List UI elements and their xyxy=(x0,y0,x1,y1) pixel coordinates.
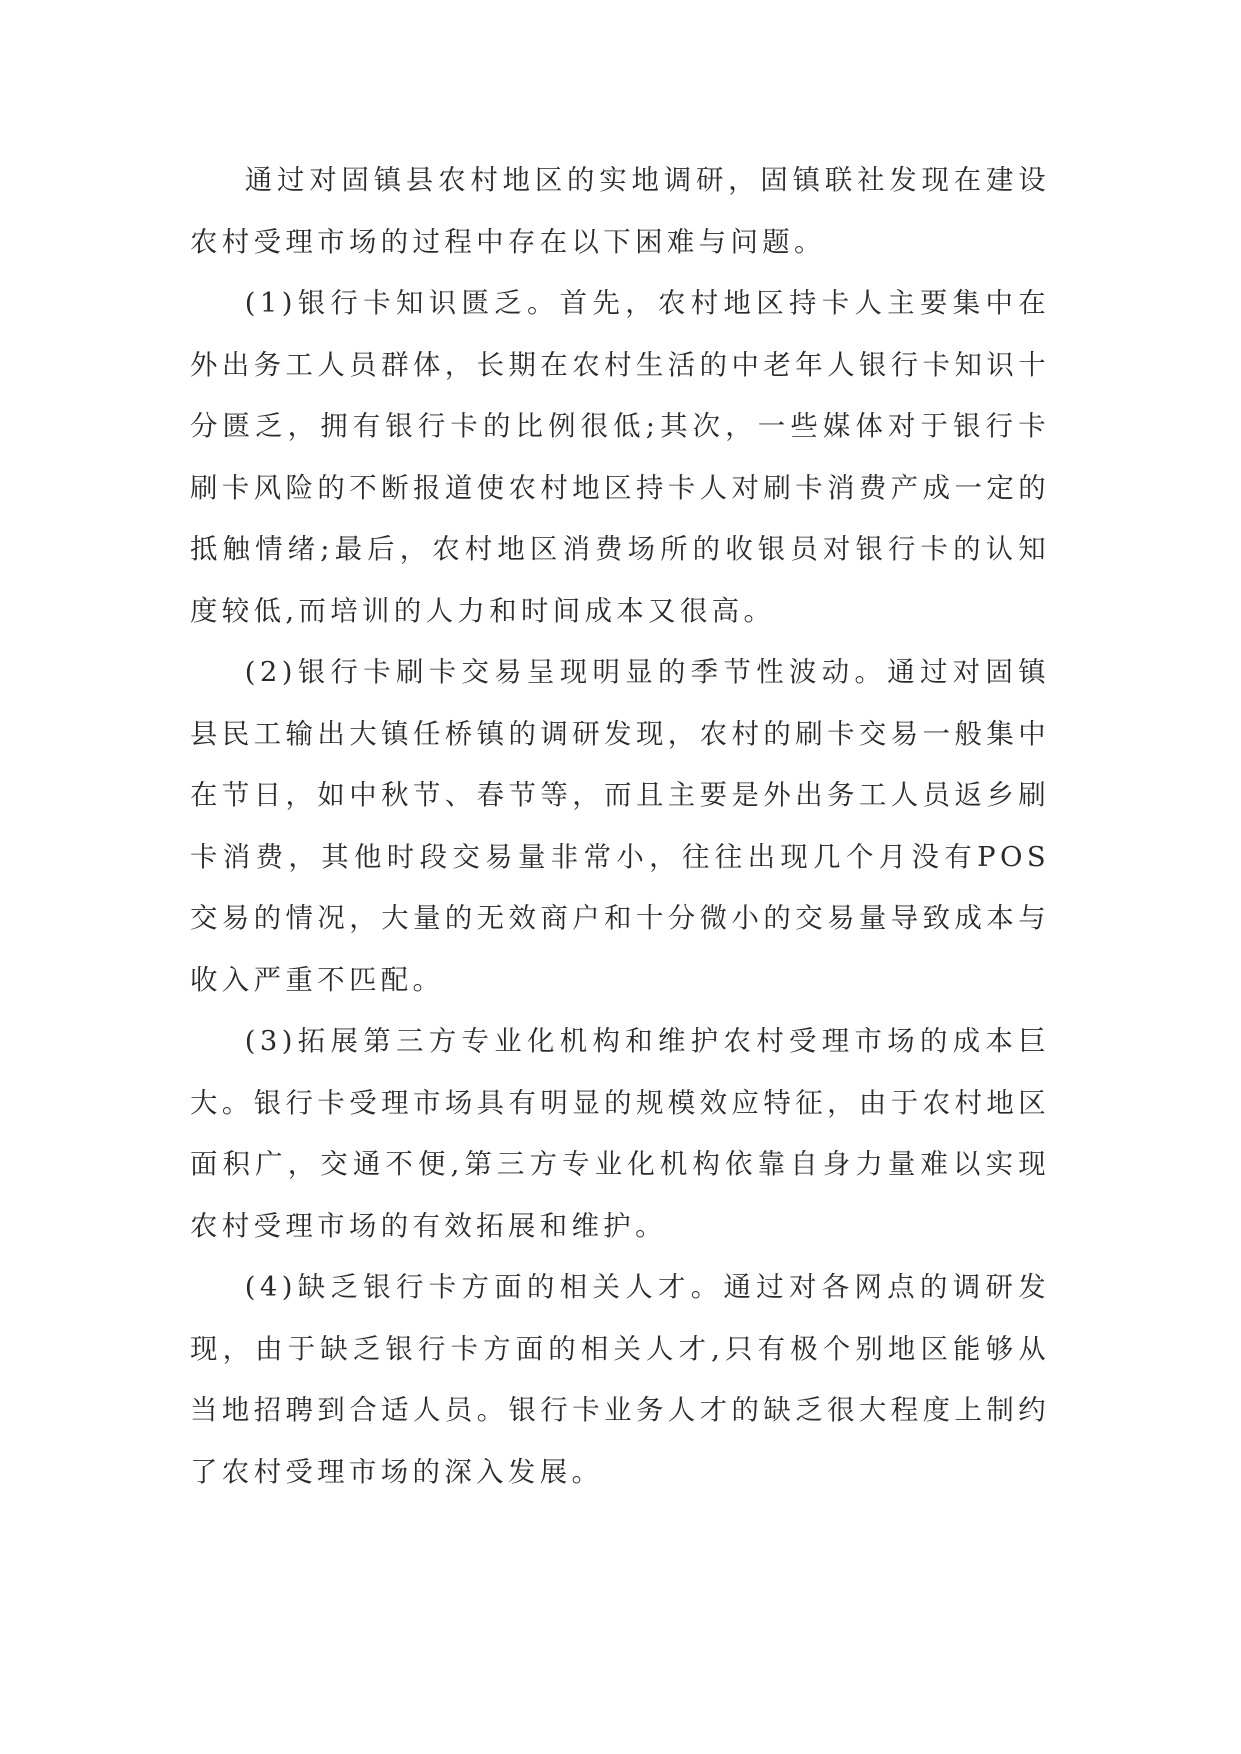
paragraph-point-4: (4)缺乏银行卡方面的相关人才。通过对各网点的调研发现，由于缺乏银行卡方面的相关人才,只有极个别地区能够从当地招聘到合适人员。银行卡业务人才的缺乏很大程度上制约了农村受理市场的深入发展。 xyxy=(190,1272,1050,1488)
paragraph-intro: 通过对固镇县农村地区的实地调研，固镇联社发现在建设农村受理市场的过程中存在以下困难与问题。 xyxy=(190,165,1050,258)
paragraph-point-2: (2)银行卡刷卡交易呈现明显的季节性波动。通过对固镇县民工输出大镇任桥镇的调研发现，农村的刷卡交易一般集中在节日，如中秋节、春节等，而且主要是外出务工人员返乡刷卡消费，其他时段交易量非常小，往往出现几个月没有POS交易的情况，大量的无效商户和十分微小的交易量导致成本与收入严重不匹配。 xyxy=(190,657,1050,996)
paragraph-point-3: (3)拓展第三方专业化机构和维护农村受理市场的成本巨大。银行卡受理市场具有明显的规模效应特征，由于农村地区面积广，交通不便,第三方专业化机构依靠自身力量难以实现农村受理市场的有效拓展和维护。 xyxy=(190,1026,1050,1242)
paragraph-point-1: (1)银行卡知识匮乏。首先，农村地区持卡人主要集中在外出务工人员群体，长期在农村生活的中老年人银行卡知识十分匮乏，拥有银行卡的比例很低;其次，一些媒体对于银行卡刷卡风险的不断报道使农村地区持卡人对刷卡消费产成一定的抵触情绪;最后，农村地区消费场所的收银员对银行卡的认知度较低,而培训的人力和时间成本又很高。 xyxy=(190,288,1050,627)
document-body xyxy=(190,150,1050,1503)
